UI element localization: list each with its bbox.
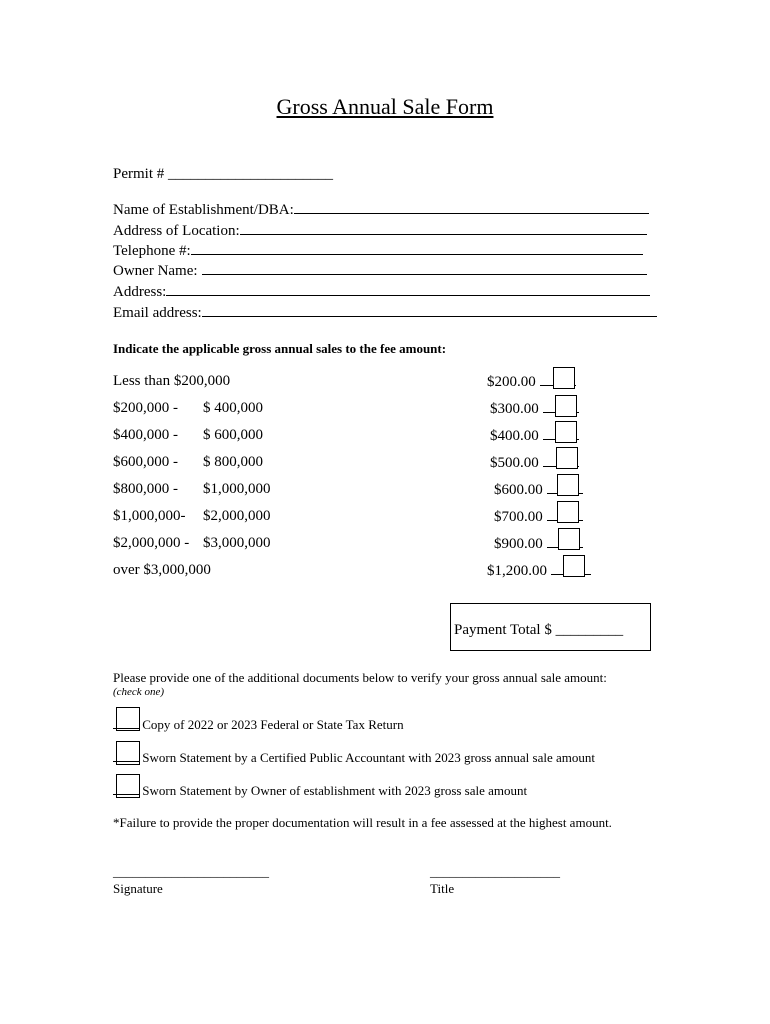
telephone-field[interactable] (113, 240, 643, 261)
location-address-line[interactable] (240, 220, 647, 235)
owner-name-field[interactable] (113, 260, 647, 281)
fee-checkbox[interactable] (558, 528, 580, 550)
fee-row-from: $2,000,000 - (113, 535, 190, 551)
fee-row-from: Less than $200,000 (113, 373, 231, 389)
fee-checkbox[interactable] (553, 367, 575, 389)
fee-row-from: over $3,000,000 (113, 562, 211, 578)
fee-row-to: $ 600,000 (203, 427, 263, 443)
fee-row-from: $1,000,000- (113, 508, 186, 524)
fee-row-amount: $300.00 (490, 400, 579, 418)
location-address-label: Address of Location: (113, 223, 240, 239)
fee-checkbox[interactable] (557, 474, 579, 496)
document-option: Sworn Statement by Owner of establishment with 2023 gross sale amount (113, 782, 527, 799)
fee-instruction: Indicate the applicable gross annual sales to the fee amount: (113, 341, 447, 356)
payment-total-label: Payment Total $ _________ (454, 622, 624, 638)
email-field[interactable] (113, 302, 657, 323)
owner-address-line[interactable] (166, 281, 650, 296)
fee-row-amount: $600.00 (494, 481, 583, 499)
fee-row-to: $ 400,000 (203, 400, 263, 416)
establishment-name-line[interactable] (294, 199, 649, 214)
owner-address-field[interactable] (113, 281, 650, 302)
fee-row-to: $3,000,000 (203, 535, 271, 551)
fee-checkbox[interactable] (555, 421, 577, 443)
establishment-name-label: Name of Establishment/DBA: (113, 202, 294, 218)
signature-label: Signature (113, 881, 163, 896)
email-line[interactable] (202, 302, 657, 317)
title-label: Title (430, 881, 455, 896)
permit-field[interactable] (113, 164, 333, 184)
owner-name-label: Owner Name: (113, 263, 198, 279)
failure-warning: *Failure to provide the proper documentation will result in a fee assessed at the highest amount. (113, 815, 612, 830)
fee-row-amount: $500.00 (490, 454, 579, 472)
email-label: Email address: (113, 305, 202, 321)
fee-row-from: $200,000 - (113, 400, 178, 416)
fee-row-amount: $700.00 (494, 508, 583, 526)
fee-checkbox[interactable] (556, 447, 578, 469)
signature-line[interactable]: ________________________ (113, 864, 269, 879)
fee-checkbox[interactable] (563, 555, 585, 577)
fee-row-from: $400,000 - (113, 427, 178, 443)
form-title: Gross Annual Sale Form (276, 94, 494, 119)
fee-row-amount: $400.00 (490, 427, 579, 445)
telephone-label: Telephone #: (113, 243, 191, 259)
document-option: Sworn Statement by a Certified Public Accountant with 2023 gross annual sale amount (113, 749, 595, 766)
title-line[interactable]: ____________________ (430, 864, 560, 879)
permit-line: ______________________ (168, 166, 333, 182)
fee-row-amount: $200.00 (487, 373, 576, 391)
fee-row-amount: $1,200.00 (487, 562, 591, 580)
fee-row-from: $800,000 - (113, 481, 178, 497)
fee-checkbox[interactable] (557, 501, 579, 523)
document-option: Copy of 2022 or 2023 Federal or State Tax Return (113, 716, 404, 733)
fee-checkbox[interactable] (555, 395, 577, 417)
fee-row-to: $1,000,000 (203, 481, 271, 497)
owner-address-label: Address: (113, 284, 167, 300)
fee-row-amount: $900.00 (494, 535, 583, 553)
fee-row-to: $2,000,000 (203, 508, 271, 524)
permit-label: Permit # (113, 166, 165, 182)
owner-name-line[interactable] (202, 260, 647, 275)
fee-row-from: $600,000 - (113, 454, 178, 470)
location-address-field[interactable] (113, 220, 647, 241)
check-one-note: (check one) (113, 686, 164, 698)
telephone-line[interactable] (191, 240, 643, 255)
fee-row-to: $ 800,000 (203, 454, 263, 470)
establishment-name-field[interactable] (113, 199, 649, 220)
documents-intro: Please provide one of the additional documents below to verify your gross annual sale amount: (113, 670, 607, 685)
